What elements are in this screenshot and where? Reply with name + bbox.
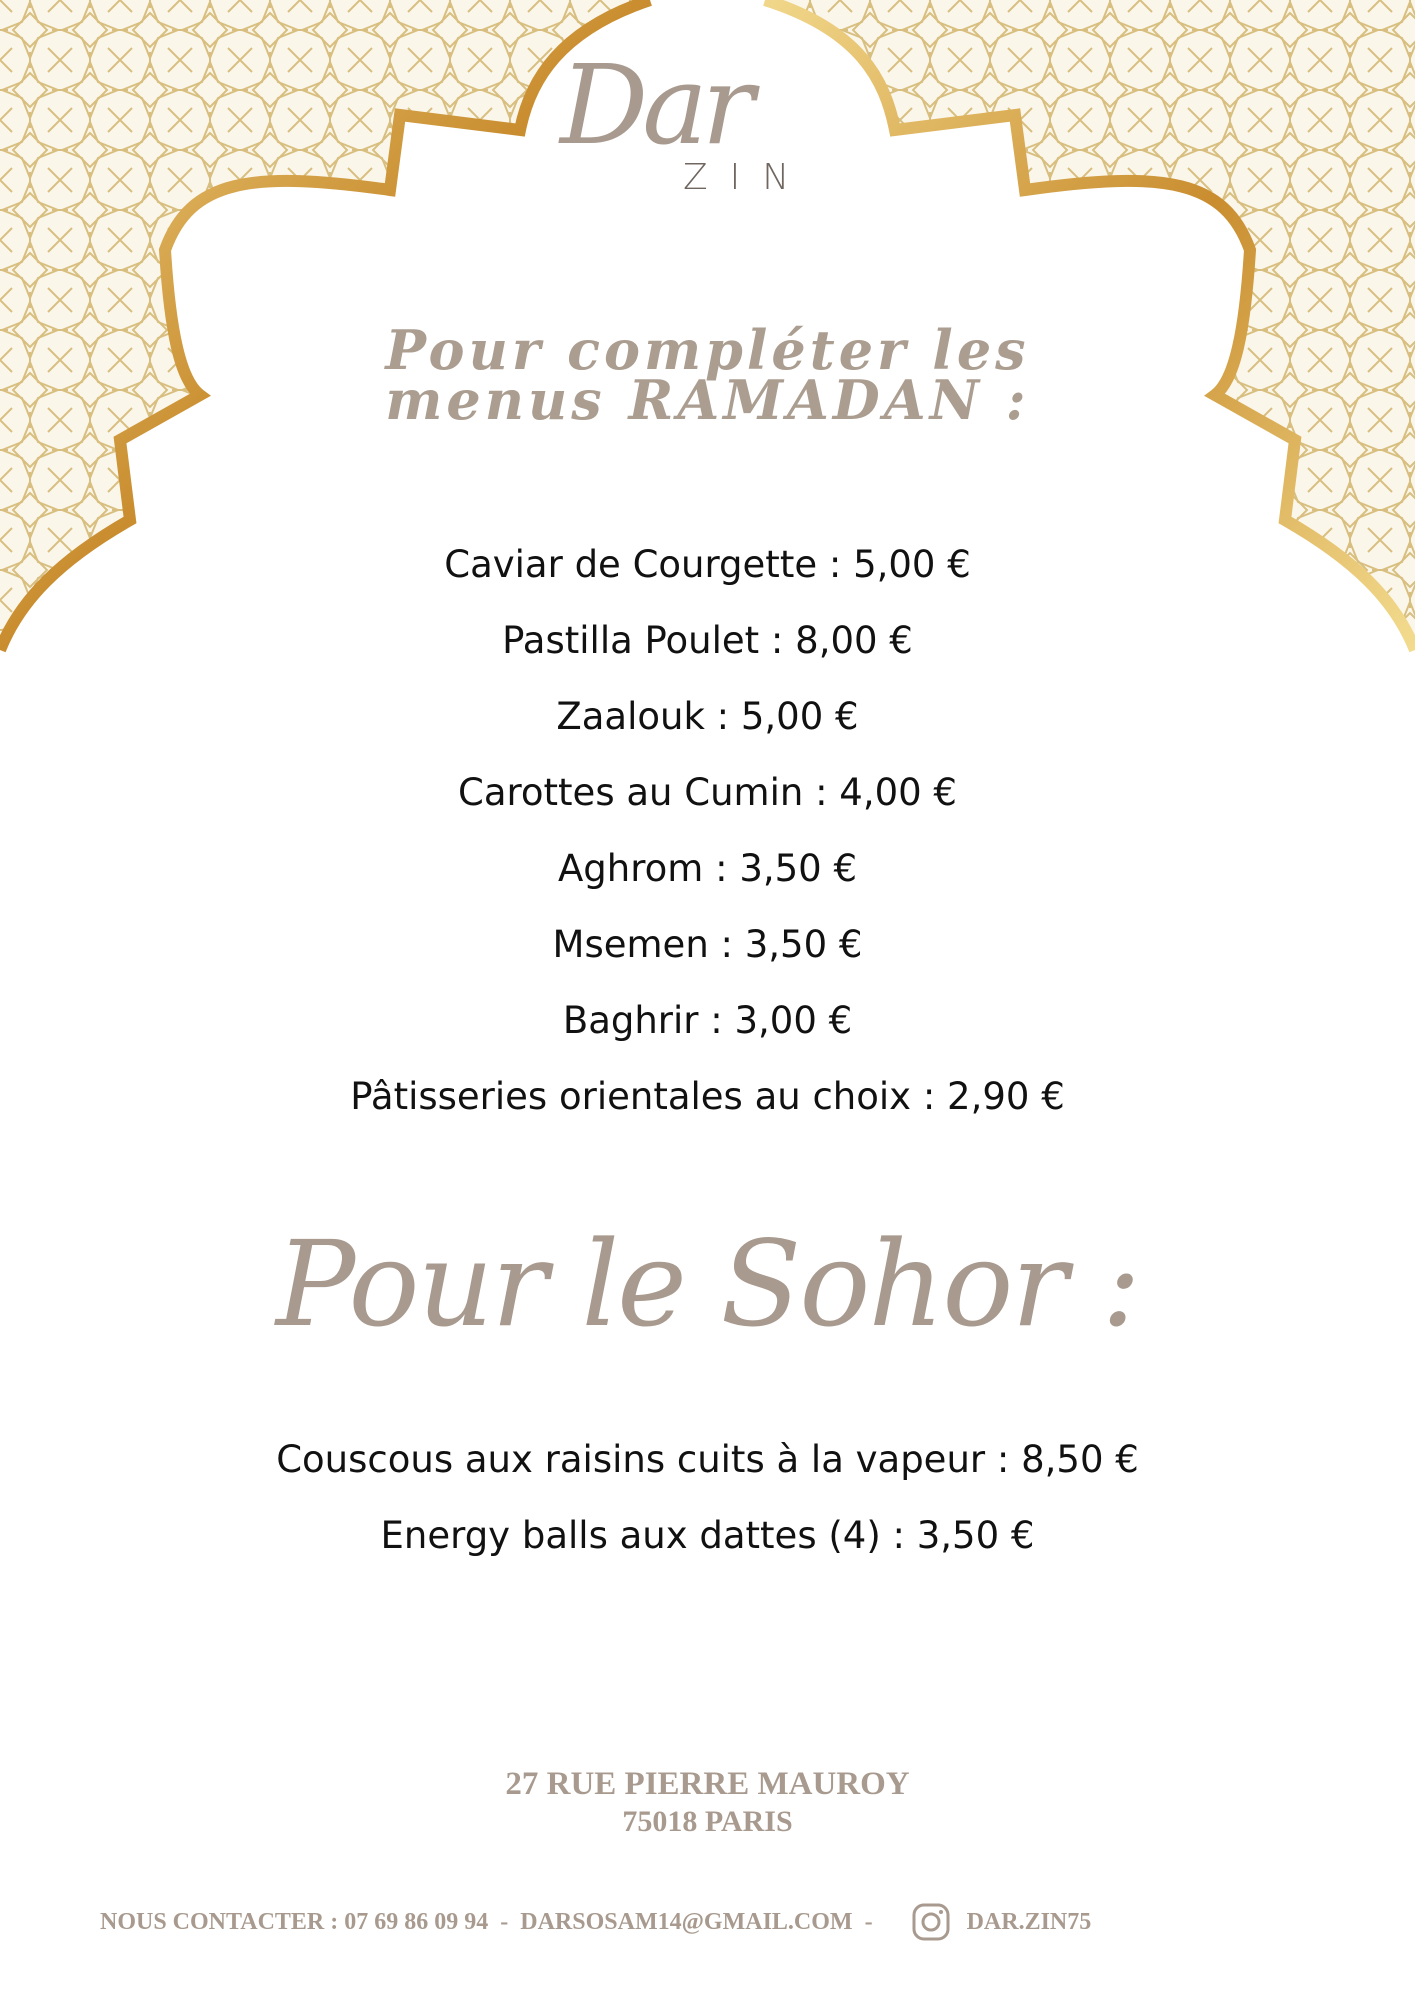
contact-bar: [100, 1900, 1091, 1944]
menu-item: Zaalouk : 5,00 €: [556, 695, 859, 738]
menu-item: Caviar de Courgette : 5,00 €: [444, 543, 971, 586]
logo-script: Dar: [560, 41, 749, 169]
instagram-icon[interactable]: [911, 1902, 951, 1942]
address-city: 75018 PARIS: [622, 1805, 793, 1838]
page-title-line2: menus RAMADAN :: [385, 368, 1030, 432]
sohor-title: Pour le Sohor :: [275, 1215, 1140, 1353]
address-street: 27 RUE PIERRE MAUROY: [505, 1766, 910, 1802]
menu-item: Aghrom : 3,50 €: [558, 847, 857, 890]
menu-item: Carottes au Cumin : 4,00 €: [458, 771, 957, 814]
menu-item: Pâtisseries orientales au choix : 2,90 €: [350, 1075, 1065, 1118]
separator: -: [864, 1909, 873, 1935]
ramadan-menu-list: [0, 535, 1415, 1143]
menu-item: Couscous aux raisins cuits à la vapeur : 8,50 €: [276, 1438, 1139, 1481]
page-title: [0, 318, 1415, 432]
menu-item: Baghrir : 3,00 €: [562, 999, 853, 1042]
contact-email[interactable]: DARSOSAM14@GMAIL.COM: [520, 1909, 853, 1935]
address: [0, 1764, 1415, 1840]
menu-item: Pastilla Poulet : 8,00 €: [502, 619, 913, 662]
menu-item: Energy balls aux dattes (4) : 3,50 €: [380, 1514, 1035, 1557]
separator: -: [500, 1909, 509, 1935]
sohor-menu-list: [0, 1430, 1415, 1582]
page-title-line1: Pour compléter les: [385, 318, 1030, 382]
logo-subtitle: ZIN: [683, 157, 812, 198]
contact-phone[interactable]: NOUS CONTACTER : 07 69 86 09 94: [100, 1909, 489, 1935]
instagram-handle[interactable]: DAR.ZIN75: [966, 1909, 1092, 1935]
menu-item: Msemen : 3,50 €: [552, 923, 863, 966]
logo: [540, 40, 820, 230]
